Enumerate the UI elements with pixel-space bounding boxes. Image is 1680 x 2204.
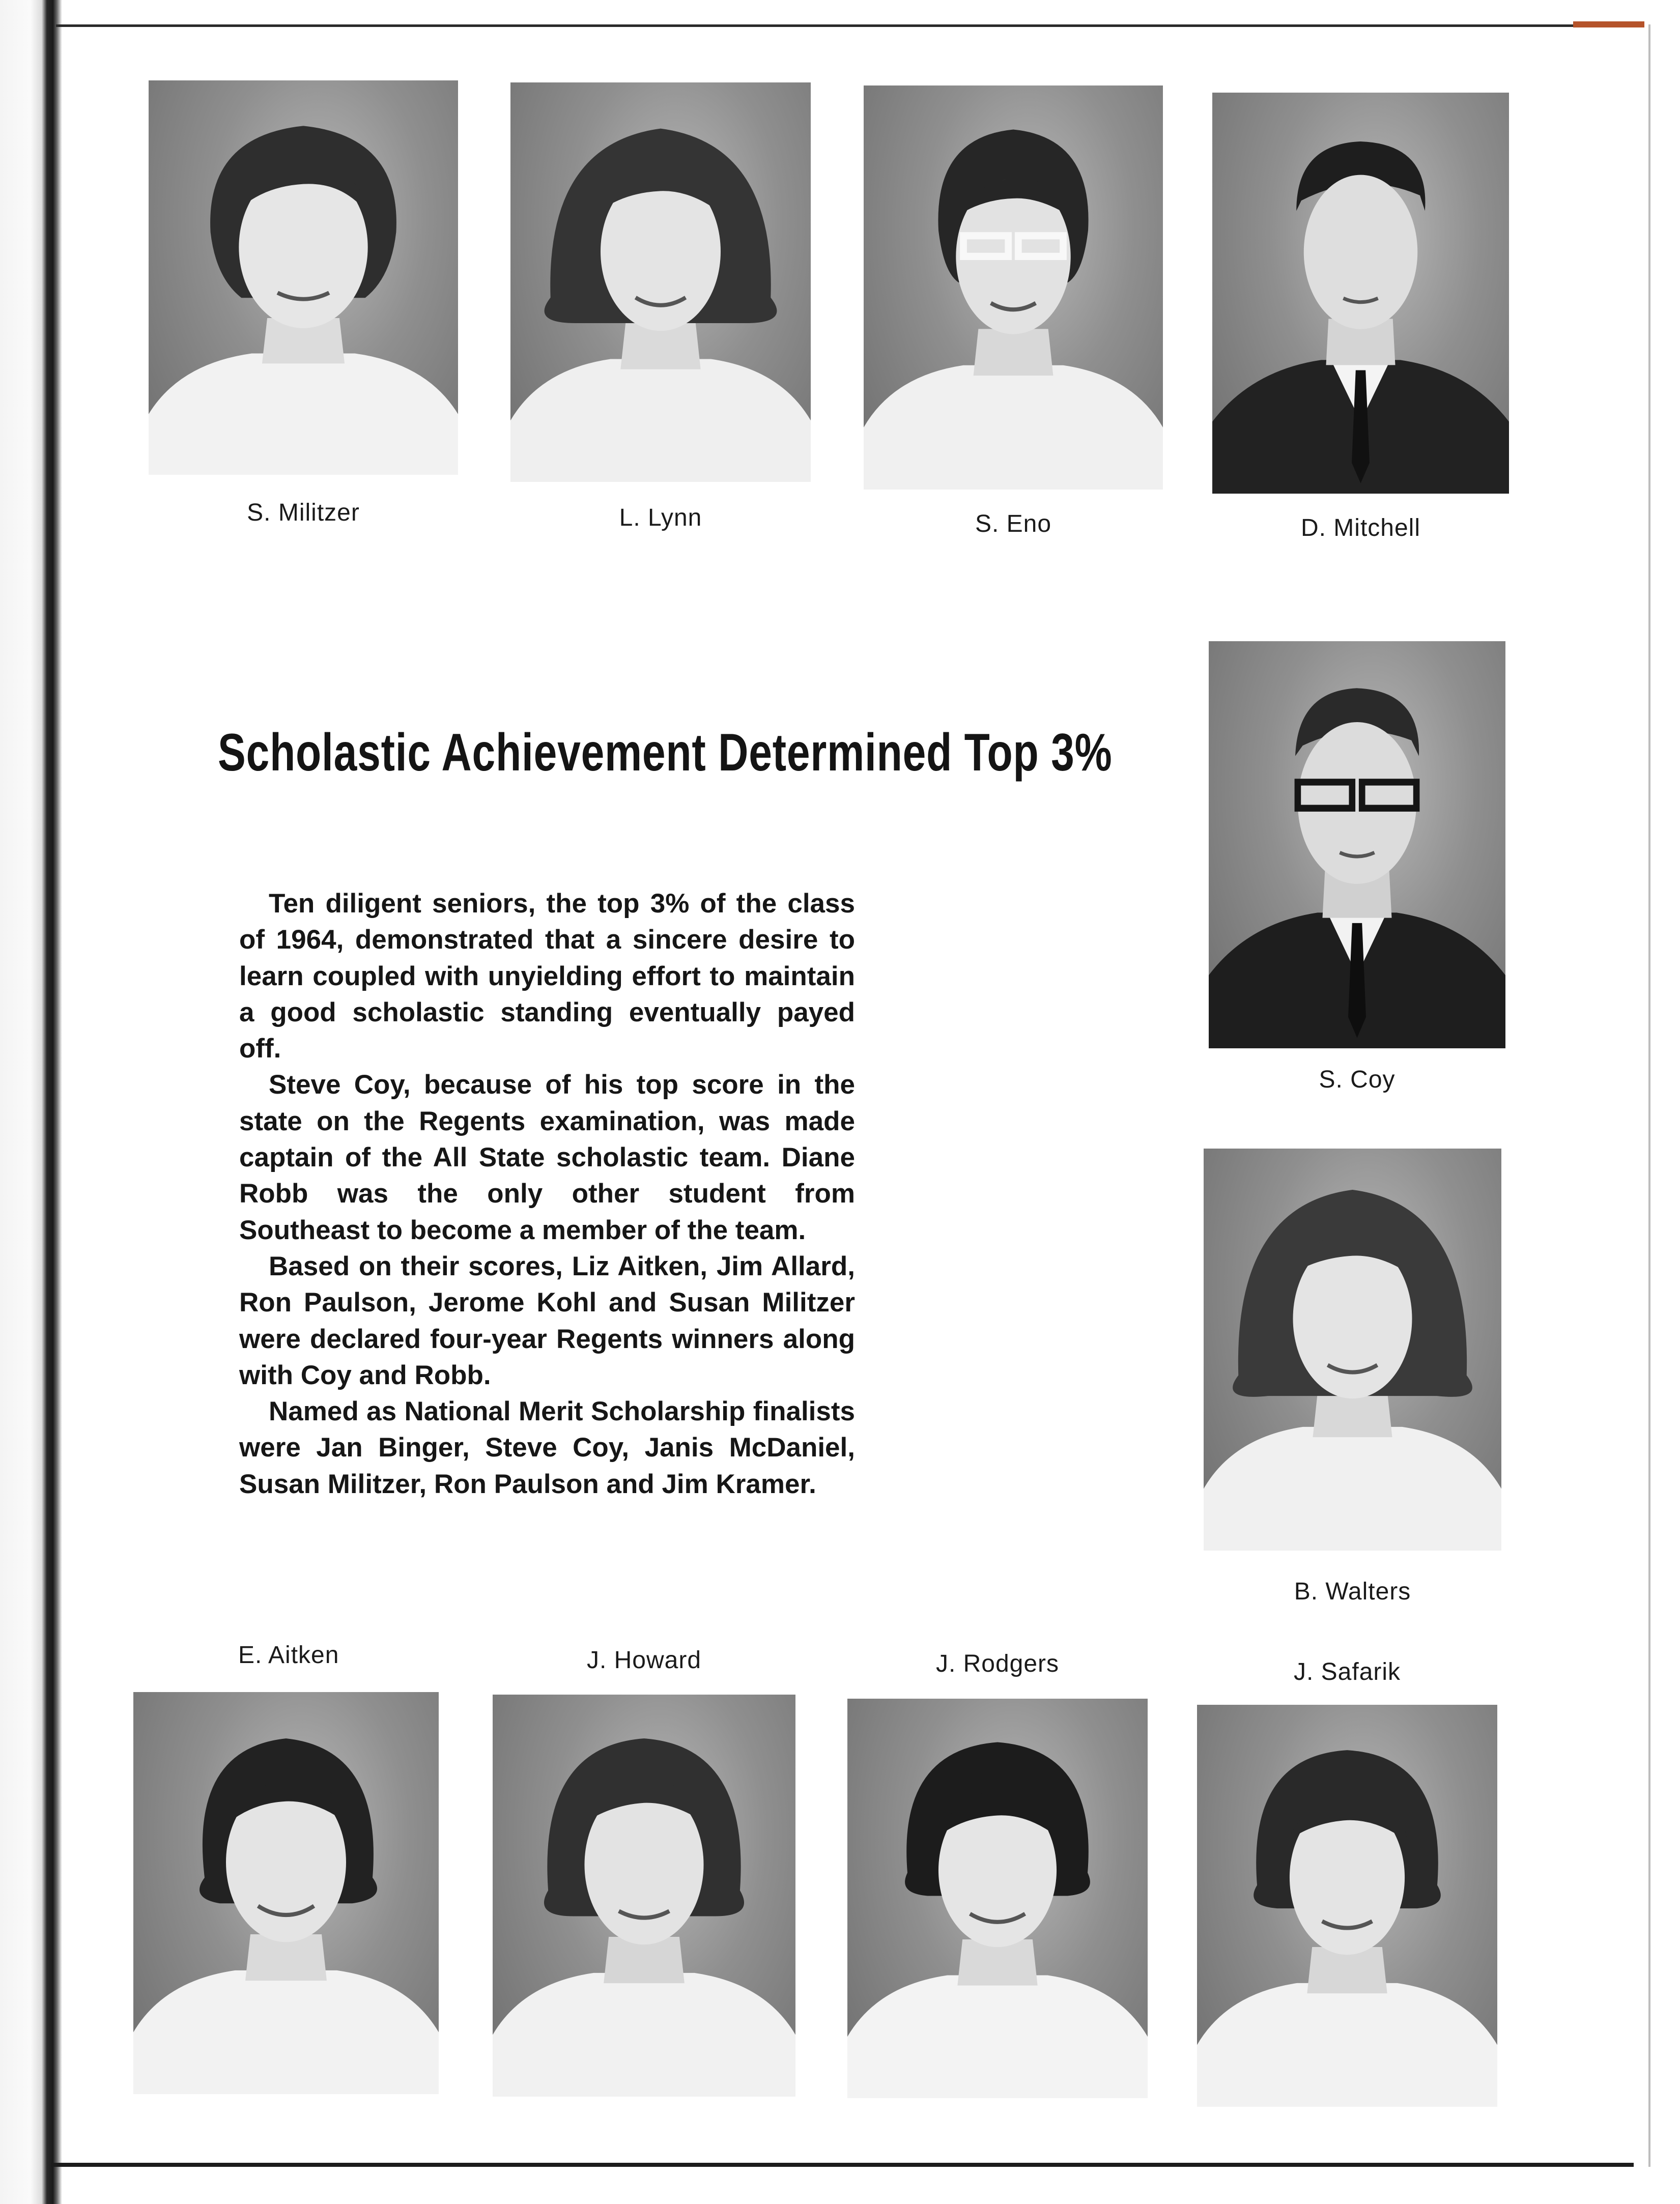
page-right-edge	[1648, 24, 1650, 2167]
portrait-photo-mitchell	[1212, 93, 1509, 494]
portrait-photo-howard	[493, 1695, 795, 2097]
article-paragraph: Named as National Merit Scholarship finalists were Jan Binger, Steve Coy, Janis McDaniel, Susan Militzer, Ron Paulson and Jim Kramer.	[239, 1396, 855, 1499]
article-body	[239, 885, 855, 1502]
article-paragraph: Steve Coy, because of his top score in the state on the Regents examination, was made captain of the All State scholastic team. Diane Robb was the only other student from Southeast to become a member of the team.	[239, 1070, 855, 1245]
page-top-edge	[56, 24, 1644, 27]
portrait-caption-militzer: S. Militzer	[247, 499, 360, 526]
portrait-photo-safarik	[1197, 1705, 1497, 2107]
article-headline: Scholastic Achievement Determined Top 3%	[218, 723, 1113, 782]
article-paragraph: Based on their scores, Liz Aitken, Jim Allard, Ron Paulson, Jerome Kohl and Susan Militzer were declared four-year Regents winners along with Coy and Robb.	[239, 1251, 855, 1390]
portrait-caption-walters: B. Walters	[1294, 1578, 1411, 1605]
portrait-caption-lynn: L. Lynn	[619, 504, 702, 531]
portrait-caption-mitchell: D. Mitchell	[1300, 514, 1421, 541]
portrait-caption-aitken: E. Aitken	[238, 1642, 339, 1669]
page-bottom-edge	[51, 2163, 1634, 2167]
portrait-photo-eno	[864, 85, 1163, 490]
portrait-photo-militzer	[149, 80, 458, 475]
page-corner-mark	[1573, 21, 1644, 27]
portrait-caption-howard: J. Howard	[586, 1647, 702, 1674]
article-paragraph: Ten diligent seniors, the top 3% of the class of 1964, demonstrated that a sincere desire to learn coupled with unyielding effort to maintain a good scholastic standing eventually payed off.	[239, 889, 855, 1064]
portrait-caption-rodgers: J. Rodgers	[935, 1650, 1060, 1677]
portrait-photo-aitken	[133, 1692, 439, 2094]
portrait-caption-safarik: J. Safarik	[1293, 1658, 1401, 1685]
portrait-photo-coy	[1209, 641, 1505, 1048]
portrait-caption-eno: S. Eno	[975, 510, 1052, 537]
portrait-photo-rodgers	[847, 1699, 1148, 2098]
portrait-caption-coy: S. Coy	[1319, 1066, 1396, 1093]
page-binding-edge	[0, 0, 71, 2204]
portrait-photo-lynn	[510, 82, 811, 482]
portrait-photo-walters	[1204, 1149, 1501, 1551]
